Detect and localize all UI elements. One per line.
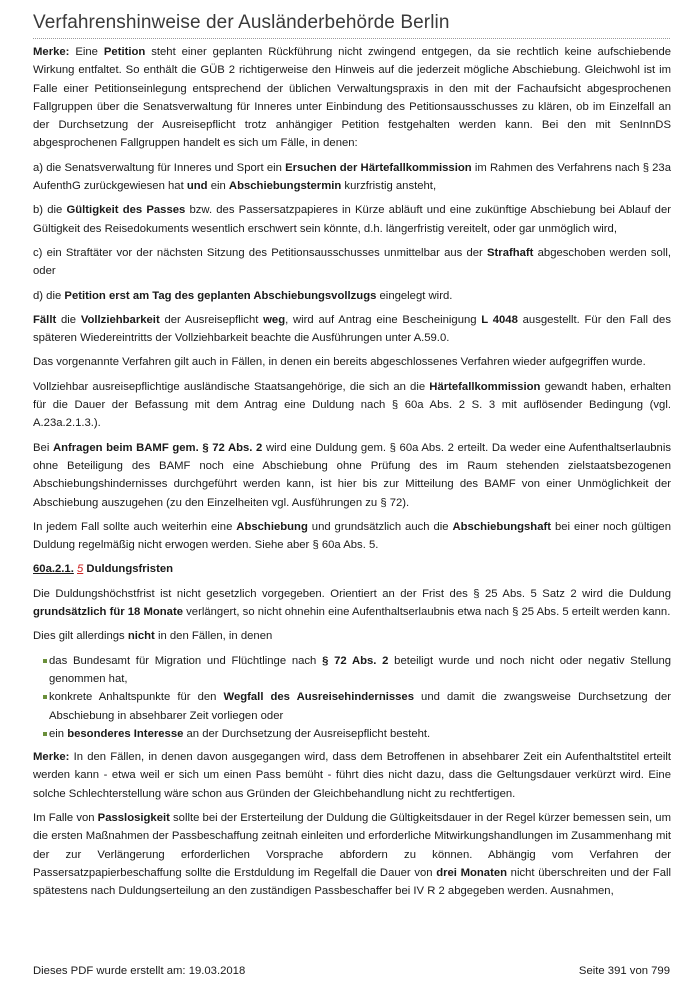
paragraph-duldungsfrist: Die Duldungshöchstfrist ist nicht gesetzlich vorgegeben. Orientiert an der Frist des § 25 Abs. 5 Satz 2 wird die Duldung grundsätzlich für 18 Monate verlängert, so nicht ohnehin eine Aufenthaltserlaubnis etwa nach § 25 Abs. 5 erteilt werden kann.	[33, 587, 671, 619]
paragraph-case-c: c) ein Straftäter vor der nächsten Sitzung des Petitionsausschusses unmittelbar aus der Strafhaft abgeschoben werden soll, oder	[33, 246, 671, 278]
paragraph-ausnahmen-intro: Dies gilt allerdings nicht in den Fällen, in denen	[33, 630, 273, 643]
bullet-square-icon	[43, 732, 47, 736]
section-title: Duldungsfristen	[86, 563, 174, 576]
bullet-square-icon	[43, 695, 47, 699]
paragraph-merke-petition: Merke: Eine Petition steht einer geplanten Rückführung nicht zwingend entgegen, da sie rechtlich keine aufschiebende Wirkung entfaltet. So enthält die GÜB 2 richtigerweise den Hinweis auf die jederzeit mögliche Abschiebung. Gleichwohl ist im Falle einer Petitionseinlegung entsprechend der üblichen Verwaltungspraxis in den mit der Fachaufsicht abgesprochenen Fallgruppen über die Senatsverwaltung für Inneres unter Einbindung des Petitionsausschusses zu klären, ob im Einzelfall an der Durchsetzung der Ausreisepflicht trotz anhängiger Petition festgehalten werden kann. Bei den mit SenInnDS abgesprochenen Fallgruppen handelt es sich um Fälle, in denen:	[33, 46, 672, 150]
section-heading	[33, 560, 671, 578]
document-body	[33, 43, 671, 906]
title-divider	[33, 38, 670, 39]
paragraph-case-b: b) die Gültigkeit des Passes bzw. des Passersatzpapieres in Kürze abläuft und eine zukünftige Abschiebung bei Ablauf der Gültigkeit des Reisedokuments wesentlich erschwert sein könnte, d.h. längerfristig vereitelt, oder gar unmöglich wird,	[33, 204, 671, 235]
bullet-square-icon	[43, 659, 47, 663]
section-note-link[interactable]: 5	[76, 563, 84, 576]
paragraph-verfahren: Das vorgenannte Verfahren gilt auch in Fällen, in denen ein bereits abgeschlossenes Verfahren wieder aufgegriffen wurde.	[33, 356, 646, 369]
paragraph-abschiebung: In jedem Fall sollte auch weiterhin eine Abschiebung und grundsätzlich auch die Abschiebungshaft bei einer noch gültigen Duldung regelmäßig nicht erwogen werden. Siehe aber § 60a Abs. 5.	[33, 520, 671, 552]
paragraph-vollziehbarkeit: Fällt die Vollziehbarkeit der Ausreisepflicht weg, wird auf Antrag eine Bescheinigung L 4048 ausgestellt. Für den Fall des späteren Wiedereintritts der Vollziehbarkeit beachte die Ausführungen unter A.59.0.	[33, 313, 671, 345]
list-item: ein besonderes Interesse an der Durchsetzung der Ausreisepflicht besteht.	[33, 725, 671, 743]
footer-page-number: Seite 391 von 799	[578, 965, 670, 977]
paragraph-case-a: a) die Senatsverwaltung für Inneres und Sport ein Ersuchen der Härtefallkommission im Rahmen des Verfahrens nach § 23a AufenthG zurückgewiesen hat und ein Abschiebungstermin kurzfristig ansteht,	[33, 161, 671, 193]
paragraph-case-d: d) die Petition erst am Tag des geplanten Abschiebungsvollzugs eingelegt wird.	[33, 289, 453, 302]
list-item: konkrete Anhaltspunkte für den Wegfall des Ausreisehindernisses und damit die zwangsweise Durchsetzung der Abschiebung in absehbarer Zeit vorliegen oder	[33, 688, 671, 725]
paragraph-merke-geltungsdauer: Merke: In den Fällen, in denen davon ausgegangen wird, dass dem Betroffenen in absehbarer Zeit ein Aufenthaltstitel erteilt werden kann - etwa weil er sich um einen Pass bemüht - führt dies nicht dazu, dass die Geltungsdauer verkürzt wird. Eine solche Schlechterstellung wäre schon aus Gründen der Gleichbehandlung nicht zu rechtfertigen.	[33, 751, 671, 800]
paragraph-bamf: Bei Anfragen beim BAMF gem. § 72 Abs. 2 wird eine Duldung gem. § 60a Abs. 2 erteilt. Da weder eine Aufenthaltserlaubnis ohne Beteiligung des BAMF noch eine Abschiebung ohne Prüfung des im Raum stehenden zielstaatsbezogenen Abschiebungshindernisses durchgeführt werden kann, ist hier bis zur Mitteilung des BAMF von einer Unmöglichkeit der Abschiebung auszugehen (zu den Einzelheiten vgl. Ausführungen zu § 72).	[33, 441, 671, 509]
paragraph-passlosigkeit: Im Falle von Passlosigkeit sollte bei der Ersterteilung der Duldung die Gültigkeitsdauer in der Regel kürzer bemessen sein, um die ersten Maßnahmen der Passbeschaffung zeitnah einleiten und erforderliche Mitwirkungshandlungen im Zusammenhang mit der zur Verlängerung erforderlichen Vorsprache abfordern zu können. Abhängig vom Verfahren der Passersatzpapierbeschaffung sollte die Erstduldung im Regelfall die Dauer von drei Monaten nicht überschreiten und der Fall spätestens nach Duldungserteilung an den zuständigen Passbeschaffer bei IV R 2 abgegeben werden. Ausnahmen,	[33, 811, 671, 898]
list-item: das Bundesamt für Migration und Flüchtlinge nach § 72 Abs. 2 beteiligt wurde und noch nicht oder negativ Stellung genommen hat,	[33, 652, 671, 689]
footer-created-date: Dieses PDF wurde erstellt am: 19.03.2018	[33, 965, 246, 977]
exception-list	[33, 652, 671, 743]
paragraph-haertefall: Vollziehbar ausreisepflichtige ausländische Staatsangehörige, die sich an die Härtefallkommission gewandt haben, erhalten für die Dauer der Befassung mit dem Antrag eine Duldung nach § 60a Abs. 2 S. 3 mit auflösender Bedingung (vgl. A.23a.2.1.3.).	[33, 380, 671, 430]
section-number: 60a.2.1.	[33, 563, 74, 576]
page-title: Verfahrenshinweise der Ausländerbehörde Berlin	[33, 12, 450, 33]
